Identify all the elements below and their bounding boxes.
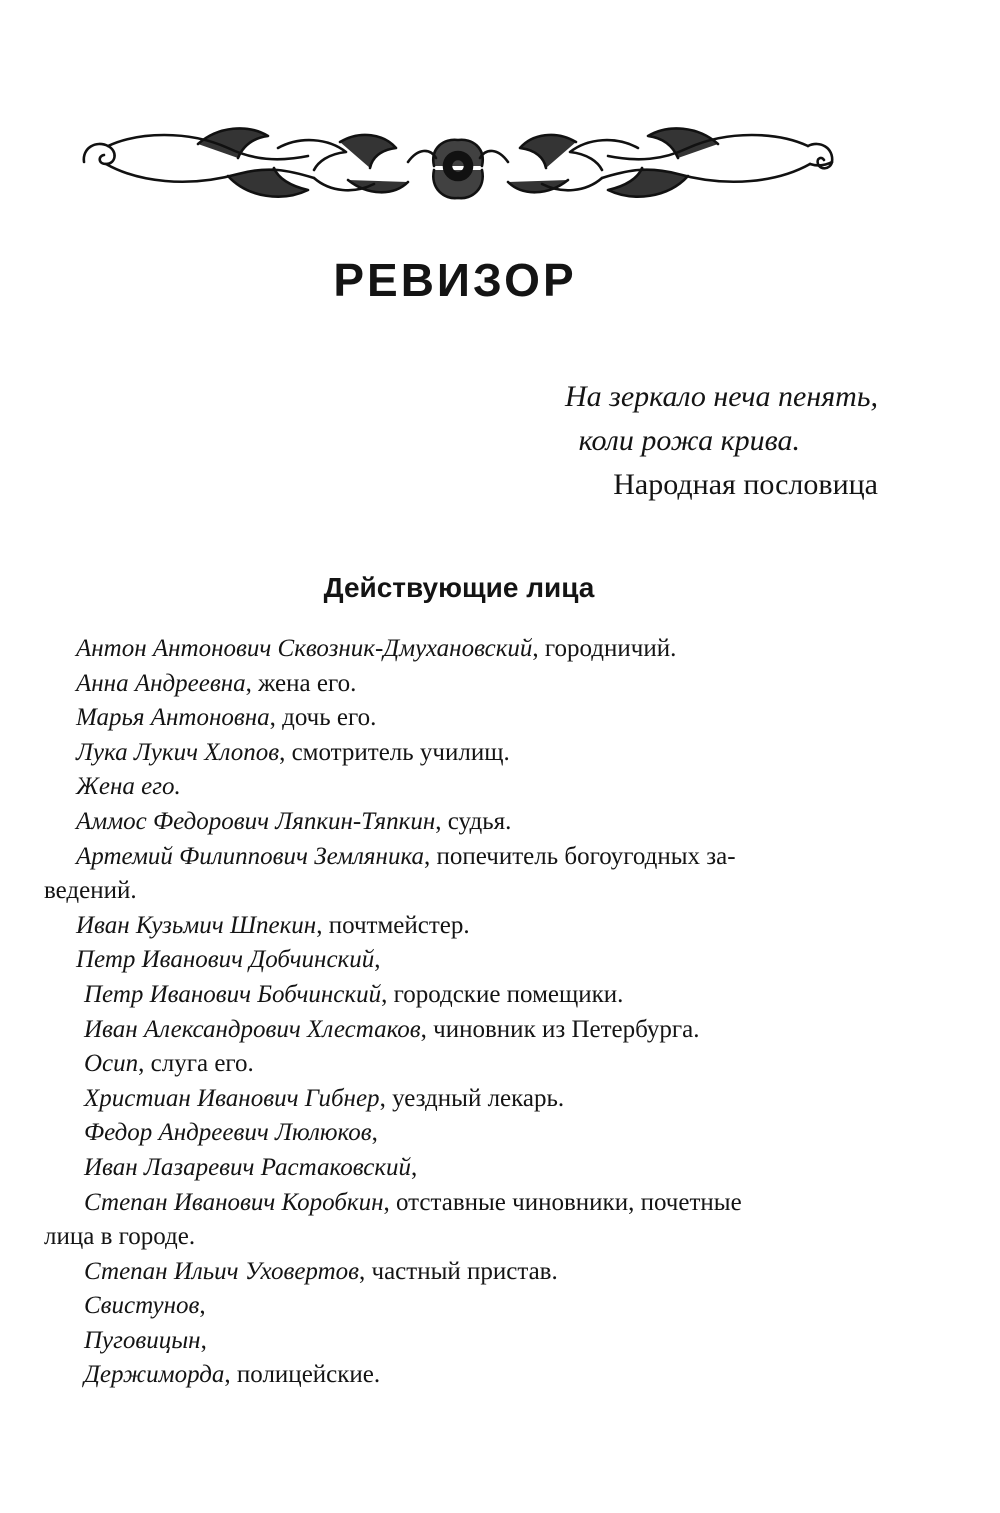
epigraph-line-1: На зеркало неча пенять, [565, 380, 878, 413]
character-name: Федор Андреевич Люлюков [84, 1119, 372, 1147]
cast-item [44, 1151, 882, 1186]
cast-item [44, 978, 882, 1013]
character-role: , уездный лекарь. [379, 1084, 565, 1112]
character-role: , попечитель богоугодных за- [424, 842, 736, 870]
cast-heading: Действующие лица [323, 572, 595, 603]
character-role: , [411, 1153, 418, 1181]
character-name: Осип [84, 1050, 139, 1078]
cast-item [44, 1013, 882, 1048]
cast-item [44, 943, 882, 978]
character-role: , судья. [435, 807, 512, 835]
character-name: Иван Кузьмич Шпекин [76, 911, 317, 939]
character-name: Петр Иванович Добчинский [76, 946, 375, 974]
character-name: Лука Лукич Хлопов [76, 738, 280, 766]
cast-item [44, 667, 882, 702]
character-name: Петр Иванович Бобчинский [84, 980, 382, 1008]
cast-item [44, 632, 882, 667]
cast-item [44, 736, 882, 771]
character-role: , смотритель училищ. [279, 738, 510, 766]
cast-item [44, 1082, 882, 1117]
cast-item [44, 1255, 882, 1290]
epigraph [565, 375, 878, 507]
character-role: , [374, 946, 381, 974]
character-name: Антон Антонович Сквозник-Дмухановский [76, 635, 533, 662]
cast-item [44, 1358, 882, 1393]
character-role: , слуга его. [138, 1050, 254, 1078]
character-name: Пуговицын [84, 1326, 201, 1354]
cast-item [44, 1289, 882, 1324]
cast-item-continuation: ведений. [44, 877, 137, 905]
character-role: , почтмейстер. [316, 911, 470, 939]
character-role: , отставные чиновники, почетные [383, 1188, 742, 1216]
character-role: , полицейские. [224, 1361, 381, 1389]
character-name: Жена его. [76, 773, 181, 801]
character-name: Марья Антоновна [76, 704, 270, 732]
cast-item [44, 1186, 882, 1221]
cast-item [44, 840, 882, 875]
character-name: Степан Иванович Коробкин [84, 1188, 384, 1216]
character-name: Иван Александрович Хлестаков [84, 1015, 421, 1043]
cast-item-continuation: лица в городе. [44, 1223, 196, 1251]
character-name: Анна Андреевна [76, 669, 246, 697]
character-role: , жена его. [245, 669, 357, 697]
cast-item [44, 909, 882, 944]
character-role: , частный пристав. [359, 1257, 558, 1285]
cast-item [44, 1116, 882, 1151]
character-role: , городничий. [532, 635, 677, 662]
character-role: , чиновник из Петербурга. [420, 1015, 700, 1043]
character-role: , городские помещики. [381, 980, 624, 1008]
character-name: Христиан Иванович Гибнер [84, 1084, 380, 1112]
cast-item [44, 1047, 882, 1082]
epigraph-source: Народная пословица [613, 468, 878, 501]
epigraph-line-2: коли рожа крива. [578, 424, 800, 457]
character-role: , [199, 1292, 206, 1320]
cast-item [44, 1324, 882, 1359]
page-title: РЕВИЗОР [333, 254, 577, 306]
cast-item [44, 701, 882, 736]
character-name: Иван Лазаревич Растаковский [84, 1153, 412, 1181]
cast-item [44, 770, 882, 805]
character-role: , [200, 1326, 207, 1354]
cast-list [44, 632, 882, 1393]
character-name: Свистунов [84, 1292, 200, 1320]
cast-item [44, 805, 882, 840]
character-role: , дочь его. [269, 704, 377, 732]
character-role: , [371, 1119, 378, 1147]
character-name: Аммос Федорович Ляпкин-Тяпкин [76, 807, 436, 835]
floral-scroll-ornament-icon [78, 118, 838, 210]
character-name: Держиморда [84, 1361, 225, 1389]
character-name: Артемий Филиппович Земляника [76, 842, 425, 870]
character-name: Степан Ильич Уховертов [84, 1257, 359, 1285]
